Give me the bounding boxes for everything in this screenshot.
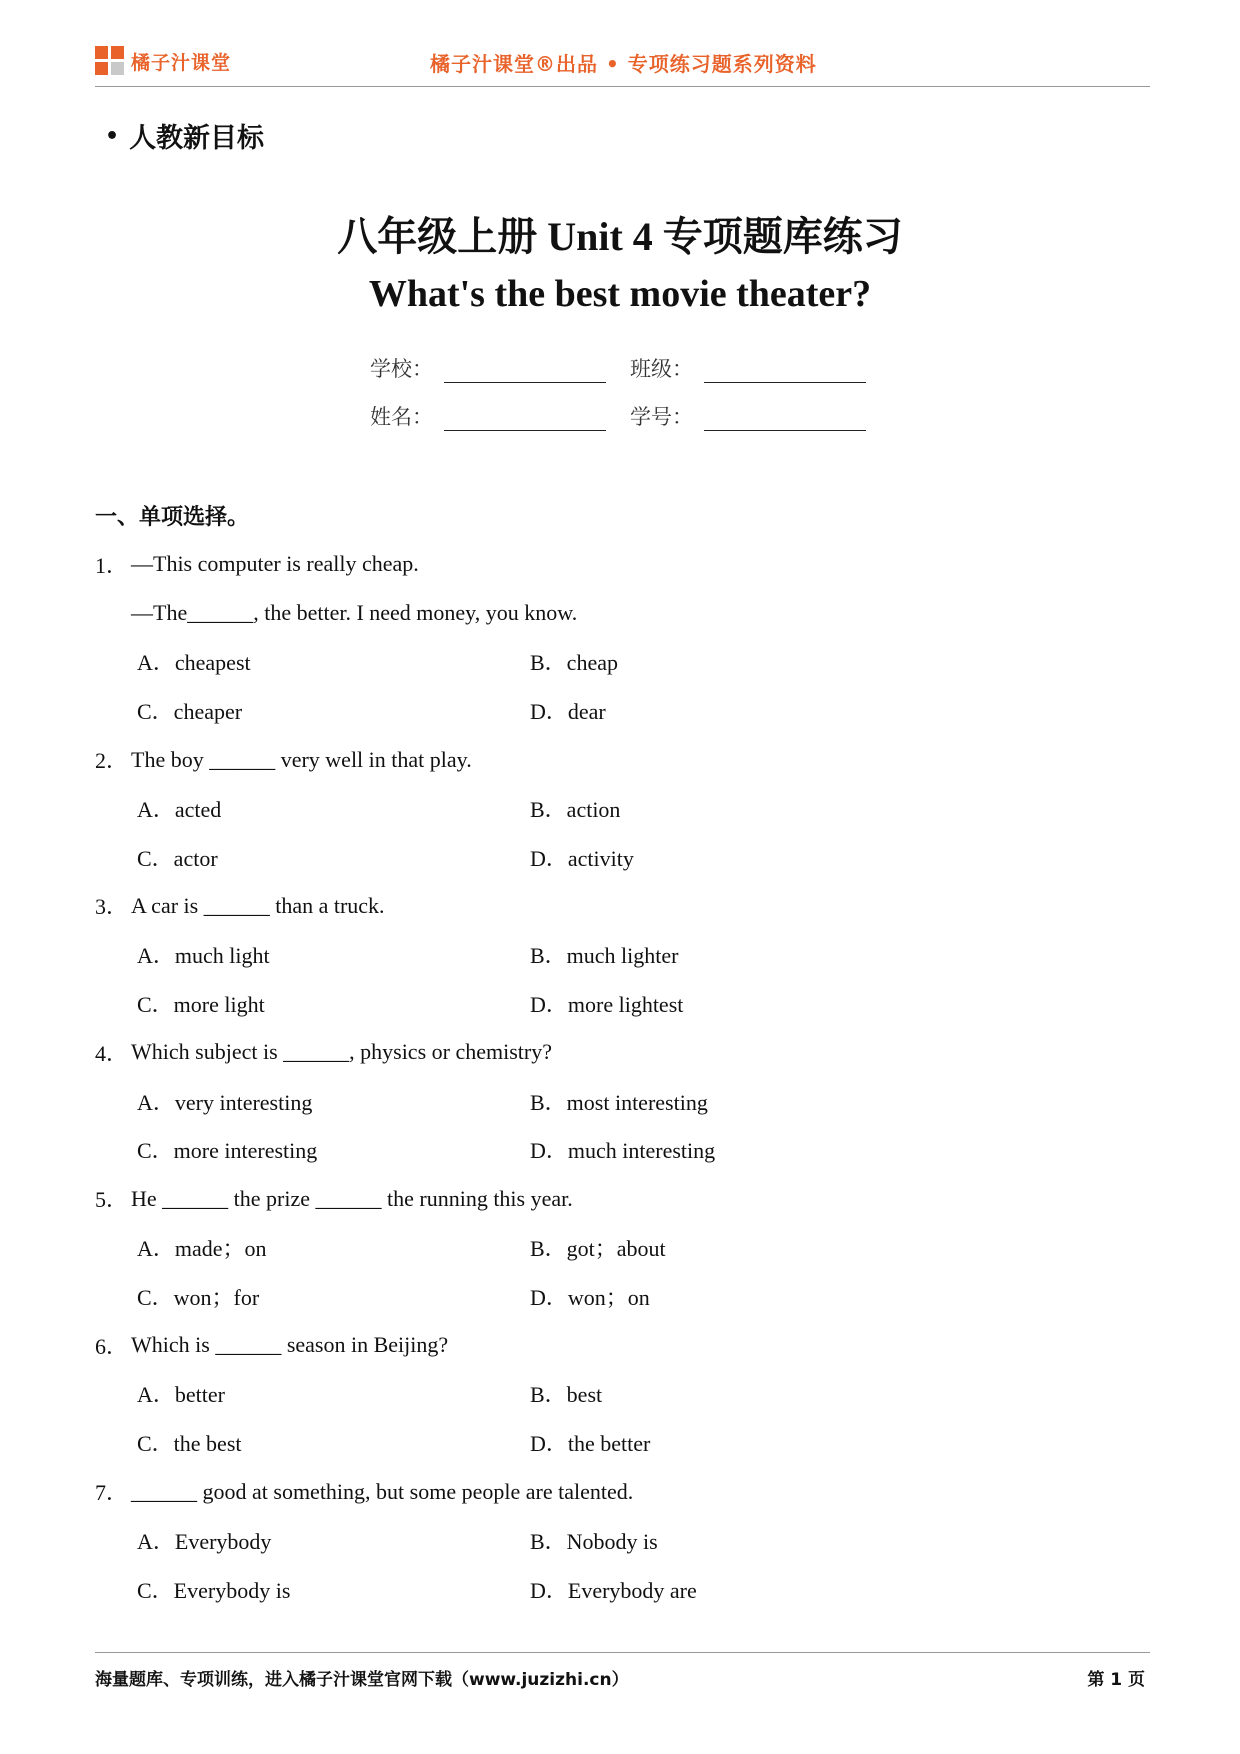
question-number: 5． xyxy=(95,1187,129,1213)
option-d[interactable]: D．more lightest xyxy=(530,992,684,1018)
options-row xyxy=(95,1223,1095,1272)
option-a[interactable]: A．acted xyxy=(137,796,222,822)
option-c[interactable]: C．the best xyxy=(137,1431,242,1457)
brand-logo xyxy=(95,44,231,78)
question-text: Which is ______ season in Beijing? xyxy=(131,1332,449,1358)
option-c[interactable]: C．more light xyxy=(137,992,265,1018)
option-d[interactable]: D．Everybody are xyxy=(530,1577,697,1603)
option-c[interactable]: C．actor xyxy=(137,845,218,871)
option-b[interactable]: B．most interesting xyxy=(530,1089,708,1115)
question-1 xyxy=(95,540,1095,589)
option-a[interactable]: A．very interesting xyxy=(137,1089,313,1115)
name-field[interactable] xyxy=(370,401,630,431)
question-3 xyxy=(95,882,1095,931)
option-c[interactable]: C．cheaper xyxy=(137,699,243,725)
logo-text: 橘子汁课堂 xyxy=(131,51,232,74)
option-b[interactable]: B．got；about xyxy=(530,1236,666,1262)
question-text: ______ good at something, but some people are talented. xyxy=(131,1478,634,1504)
option-a[interactable]: A．Everybody xyxy=(137,1528,272,1554)
question-6 xyxy=(95,1321,1095,1370)
question-5 xyxy=(95,1174,1095,1223)
question-7 xyxy=(95,1467,1095,1516)
options-row xyxy=(95,1565,1095,1614)
option-a[interactable]: A．cheapest xyxy=(137,650,251,676)
question-text: Which subject is ______, physics or chemistry? xyxy=(131,1039,552,1065)
class-field[interactable] xyxy=(630,353,890,383)
logo-mark-icon xyxy=(95,46,125,76)
page-header xyxy=(95,40,1150,87)
option-a[interactable]: A．much light xyxy=(137,943,270,969)
options-row xyxy=(95,686,1095,735)
name-blank[interactable] xyxy=(444,404,606,431)
question-number: 4． xyxy=(95,1040,129,1066)
option-d[interactable]: D．dear xyxy=(530,699,606,725)
option-b[interactable]: B．cheap xyxy=(530,650,618,676)
options-row xyxy=(95,1370,1095,1419)
page-title: 八年级上册 Unit 4 专项题库练习 xyxy=(337,214,903,259)
option-b[interactable]: B．Nobody is xyxy=(530,1528,658,1554)
footer-link-text[interactable]: 海量题库、专项训练，进入橘子汁课堂官网下载（www.juzizhi.cn） xyxy=(95,1670,629,1690)
class-label: 班级： xyxy=(630,357,693,381)
option-d[interactable]: D．won；on xyxy=(530,1284,650,1310)
number-field[interactable] xyxy=(630,401,890,431)
option-c[interactable]: C．more interesting xyxy=(137,1138,318,1164)
option-d[interactable]: D．the better xyxy=(530,1431,651,1457)
name-label: 姓名： xyxy=(370,405,433,429)
option-c[interactable]: C．won；for xyxy=(137,1284,260,1310)
number-blank[interactable] xyxy=(704,404,866,431)
number-label: 学号： xyxy=(630,405,693,429)
question-number: 2． xyxy=(95,748,129,774)
option-b[interactable]: B．much lighter xyxy=(530,943,679,969)
option-b[interactable]: B．action xyxy=(530,796,621,822)
school-field[interactable] xyxy=(370,353,630,383)
option-a[interactable]: A．better xyxy=(137,1382,225,1408)
question-text: A car is ______ than a truck. xyxy=(131,892,385,918)
options-row xyxy=(95,833,1095,882)
options-row xyxy=(95,979,1095,1028)
question-text-line2: —The______, the better. I need money, you know. xyxy=(131,600,578,626)
page-footer xyxy=(95,1652,1150,1693)
school-blank[interactable] xyxy=(444,356,606,383)
option-a[interactable]: A．made；on xyxy=(137,1236,267,1262)
question-1-continuation xyxy=(95,589,1095,638)
options-row xyxy=(95,1077,1095,1126)
question-text: —This computer is really cheap. xyxy=(131,551,419,577)
question-4 xyxy=(95,1028,1095,1077)
question-number: 1． xyxy=(95,552,129,578)
student-info-fields xyxy=(370,335,890,431)
option-d[interactable]: D．activity xyxy=(530,845,634,871)
options-row xyxy=(95,1272,1095,1321)
option-c[interactable]: C．Everybody is xyxy=(137,1577,291,1603)
question-text: He ______ the prize ______ the running this year. xyxy=(131,1185,573,1211)
options-row xyxy=(95,1516,1095,1565)
section-title: 一、单项选择。 xyxy=(95,505,250,530)
question-text: The boy ______ very well in that play. xyxy=(131,746,472,772)
question-2 xyxy=(95,735,1095,784)
class-blank[interactable] xyxy=(704,356,866,383)
bullet-icon: • xyxy=(105,124,120,149)
question-number: 3． xyxy=(95,894,129,920)
options-row xyxy=(95,1418,1095,1467)
options-row xyxy=(95,784,1095,833)
header-title: 橘子汁课堂®出品 • 专项练习题系列资料 xyxy=(430,52,817,76)
option-d[interactable]: D．much interesting xyxy=(530,1138,716,1164)
question-number: 7． xyxy=(95,1480,129,1506)
series-label: • 人教新目标 xyxy=(105,123,265,154)
question-number: 6． xyxy=(95,1333,129,1359)
option-b[interactable]: B．best xyxy=(530,1382,603,1408)
options-row xyxy=(95,930,1095,979)
options-row xyxy=(95,638,1095,687)
options-row xyxy=(95,1126,1095,1175)
school-label: 学校： xyxy=(370,357,433,381)
question-list xyxy=(95,540,1095,1614)
page-number: 第 1 页 xyxy=(1087,1670,1145,1690)
page-subtitle: What's the best movie theater? xyxy=(368,273,872,315)
